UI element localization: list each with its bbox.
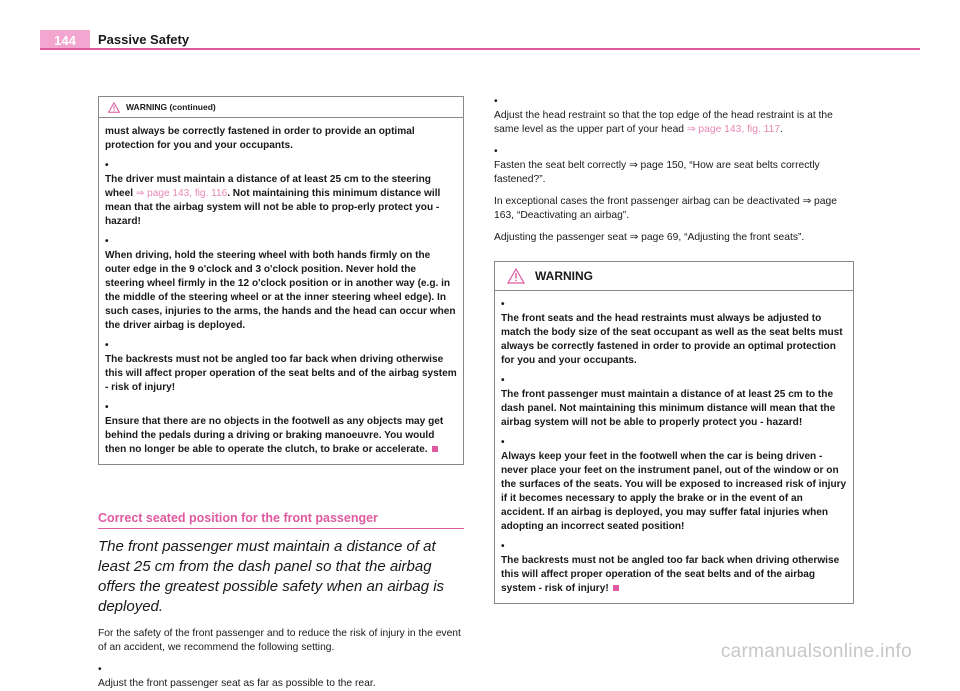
warning-triangle-icon	[507, 268, 525, 284]
warning-continuation: must always be correctly fastened in order to provide an optimal protection for you and your occupants.	[105, 126, 415, 151]
list-item-text: .	[780, 124, 783, 135]
page-reference-link[interactable]: ⇒ page 143, fig. 117	[686, 124, 781, 135]
right-column	[494, 95, 854, 604]
warning-triangle-icon	[108, 102, 120, 113]
warning-bullet-text: When driving, hold the steering wheel with both hands firmly on the outer edge in the 9 o'clock and 3 o'clock position. Never hold the steering wheel firmly in the 12 o'clock position or in another way (e.g. in the middle of the steering wheel or at the inner steering wheel edge). In such cases, injuries to the arms, the hands and the head can occur when the driver airbag is deployed.	[105, 250, 456, 331]
bullet-icon: •	[494, 96, 498, 107]
header-divider	[40, 48, 920, 50]
body-paragraph: In exceptional cases the front passenger airbag can be deactivated ⇒ page 163, “Deactivating an airbag”.	[494, 196, 837, 221]
warning-header	[495, 262, 853, 291]
bullet-icon: •	[105, 402, 109, 413]
warning-box	[494, 261, 854, 604]
warning-bullet	[105, 159, 458, 229]
section-intro: The front passenger must maintain a distance of at least 25 cm from the dash panel so that the airbag offers the greatest possible safety when an airbag is deployed.	[98, 538, 445, 615]
list-item-text: Fasten the seat belt correctly ⇒ page 150, “How are seat belts correctly fastened?”.	[494, 160, 820, 185]
warning-body	[495, 291, 853, 603]
warning-bullet	[501, 374, 848, 430]
warning-bullet	[501, 436, 848, 534]
warning-bullet	[501, 298, 848, 368]
warning-bullet-text: The backrests must not be angled too far back when driving otherwise this will affect proper operation of the seat belts and of the airbag system - risk of injury!	[501, 555, 840, 594]
end-marker-icon	[432, 446, 438, 452]
page-reference-link[interactable]: ⇒ page 143, fig. 116	[135, 188, 228, 199]
bullet-icon: •	[105, 236, 109, 247]
warning-bullet-text: Ensure that there are no objects in the footwell as any objects may get behind the pedals during a driving or braking manoeuvre. You would then no longer be able to operate the clutch, to brake or accelerate.	[105, 416, 444, 455]
bullet-icon: •	[494, 146, 498, 157]
body-paragraph: Adjusting the passenger seat ⇒ page 69, “Adjusting the front seats”.	[494, 232, 805, 243]
warning-bullet	[501, 540, 848, 596]
warning-bullet	[105, 401, 458, 457]
section-paragraph: For the safety of the front passenger and to reduce the risk of injury in the event of an accident, we recommend the following setting.	[98, 628, 461, 653]
bullet-icon: •	[501, 541, 505, 552]
warning-bullet-text: The front seats and the head restraints must always be adjusted to match the body size of the seat occupant as well as the seat belts must always be correctly fastened in order to provide an optimal protection for you and your occupants.	[501, 313, 843, 366]
bullet-icon: •	[501, 437, 505, 448]
list-item-text: Adjust the front passenger seat as far as possible to the rear.	[98, 678, 376, 689]
warning-bullet-text: Always keep your feet in the footwell when the car is being driven - never place your feet on the instrument panel, out of the window or on the surfaces of the seats. You will be exposed to increased risk of injury if it becomes necessary to apply the brake or in the event of an accident. If an airbag is deployed, you may suffer fatal injuries when adopting an incorrect seated position!	[501, 451, 847, 532]
warning-bullet-text: The backrests must not be angled too far back when driving otherwise this will affect proper operation of the seat belts and of the airbag system - risk of injury!	[105, 354, 457, 393]
warning-body	[99, 118, 463, 464]
left-column	[98, 96, 464, 691]
bullet-icon: •	[105, 160, 109, 171]
bullet-icon: •	[501, 375, 505, 386]
warning-bullet-text: The driver must maintain a distance of at least 25 cm to the steering wheel	[105, 174, 431, 199]
end-marker-icon	[613, 585, 619, 591]
warning-bullet-text: The front passenger must maintain a distance of at least 25 cm to the dash panel. Not maintaining this minimum distance will mean that the airbag system will not be able to properly protect you - hazard!	[501, 389, 836, 428]
list-item-text: Adjust the head restraint so that the top edge of the head restraint is at the same level as the upper part of your head	[494, 110, 833, 135]
page-header-title: Passive Safety	[98, 32, 190, 47]
bullet-icon: •	[501, 299, 505, 310]
warning-heading: WARNING (continued)	[126, 102, 216, 112]
warning-heading: WARNING	[535, 269, 593, 283]
warning-box-continued	[98, 96, 464, 465]
list-item	[98, 663, 464, 691]
page-number: 144	[40, 30, 90, 50]
warning-bullet	[105, 339, 458, 395]
list-item	[494, 145, 854, 187]
watermark: carmanualsonline.info	[720, 641, 912, 662]
warning-bullet-text: . Not maintaining this minimum distance will mean that the airbag system will not be able to prop-erly protect you - hazard!	[105, 188, 441, 227]
section-title: Correct seated position for the front passenger	[98, 511, 464, 529]
list-item	[494, 95, 854, 137]
warning-header	[99, 97, 463, 118]
warning-bullet	[105, 235, 458, 333]
bullet-icon: •	[105, 340, 109, 351]
bullet-icon: •	[98, 664, 102, 675]
